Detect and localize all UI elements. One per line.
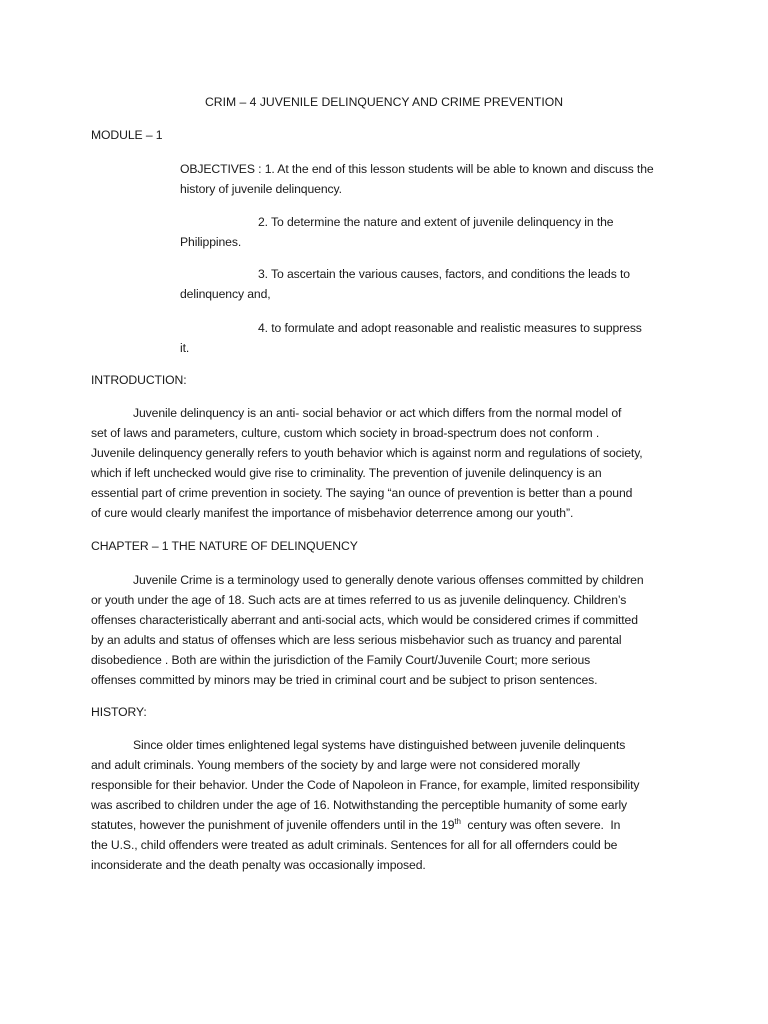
introduction-line: which if left unchecked would give rise to criminality. The prevention of juvenile delinquency is an	[91, 466, 602, 480]
objective-3-line-1: 3. To ascertain the various causes, factors, and conditions the leads to	[258, 267, 630, 281]
objective-3-line-2: delinquency and,	[180, 287, 271, 301]
history-line-part: statutes, however the punishment of juvenile offenders until in the 19	[91, 818, 455, 832]
page-title: CRIM – 4 JUVENILE DELINQUENCY AND CRIME PREVENTION	[204, 95, 564, 109]
chapter-1-line: disobedience . Both are within the jurisdiction of the Family Court/Juvenile Court; more serious	[91, 653, 591, 667]
objective-2-line-1: 2. To determine the nature and extent of juvenile delinquency in the	[258, 215, 614, 229]
history-line-part: century was often severe.	[460, 818, 611, 832]
objective-1-line-2: history of juvenile delinquency.	[180, 182, 342, 196]
history-line: responsible for their behavior. Under the Code of Napoleon in France, for example, limited responsibility	[91, 778, 640, 792]
objective-4-line-2: it.	[180, 341, 190, 355]
objective-1-line-1: OBJECTIVES : 1. At the end of this lesson students will be able to known and discuss the	[180, 162, 654, 176]
introduction-line: Juvenile delinquency generally refers to youth behavior which is against norm and regulations of society,	[91, 446, 643, 460]
history-line: Since older times enlightened legal systems have distinguished between juvenile delinquents	[133, 738, 626, 752]
chapter-1-heading: CHAPTER – 1 THE NATURE OF DELINQUENCY	[91, 539, 358, 553]
objective-2-line-2: Philippines.	[180, 235, 242, 249]
history-line: inconsiderate and the death penalty was occasionally imposed.	[91, 858, 426, 872]
chapter-1-line: Juvenile Crime is a terminology used to generally denote various offenses committed by children	[133, 573, 644, 587]
chapter-1-line: offenses characteristically aberrant and anti-social acts, which would be considered crimes if committed	[91, 613, 638, 627]
introduction-line: essential part of crime prevention in society. The saying “an ounce of prevention is better than a pound	[91, 486, 633, 500]
introduction-heading: INTRODUCTION:	[91, 373, 187, 387]
introduction-line: set of laws and parameters, culture, custom which society in broad-spectrum does not conform .	[91, 426, 600, 440]
chapter-1-line: or youth under the age of 18. Such acts are at times referred to us as juvenile delinquency. Children’s	[91, 593, 627, 607]
ordinal-superscript: th	[454, 816, 461, 826]
chapter-1-line: by an adults and status of offenses which are less serious misbehavior such as truancy and parental	[91, 633, 622, 647]
introduction-line: of cure would clearly manifest the importance of misbehavior deterrence among our youth”.	[91, 506, 574, 520]
history-line-with-superscript	[91, 817, 620, 833]
history-line-part: In	[610, 818, 621, 832]
history-line: the U.S., child offenders were treated as adult criminals. Sentences for all for all offernders could be	[91, 838, 618, 852]
objective-4-line-1: 4. to formulate and adopt reasonable and realistic measures to suppress	[258, 321, 642, 335]
chapter-1-line: offenses committed by minors may be tried in criminal court and be subject to prison sentences.	[91, 673, 598, 687]
history-heading: HISTORY:	[91, 705, 147, 719]
introduction-line: Juvenile delinquency is an anti- social behavior or act which differs from the normal model of	[133, 406, 622, 420]
history-line: was ascribed to children under the age of 16. Notwithstanding the perceptible humanity of some early	[91, 798, 628, 812]
module-label: MODULE – 1	[91, 128, 163, 142]
history-line: and adult criminals. Young members of the society by and large were not considered morally	[91, 758, 580, 772]
